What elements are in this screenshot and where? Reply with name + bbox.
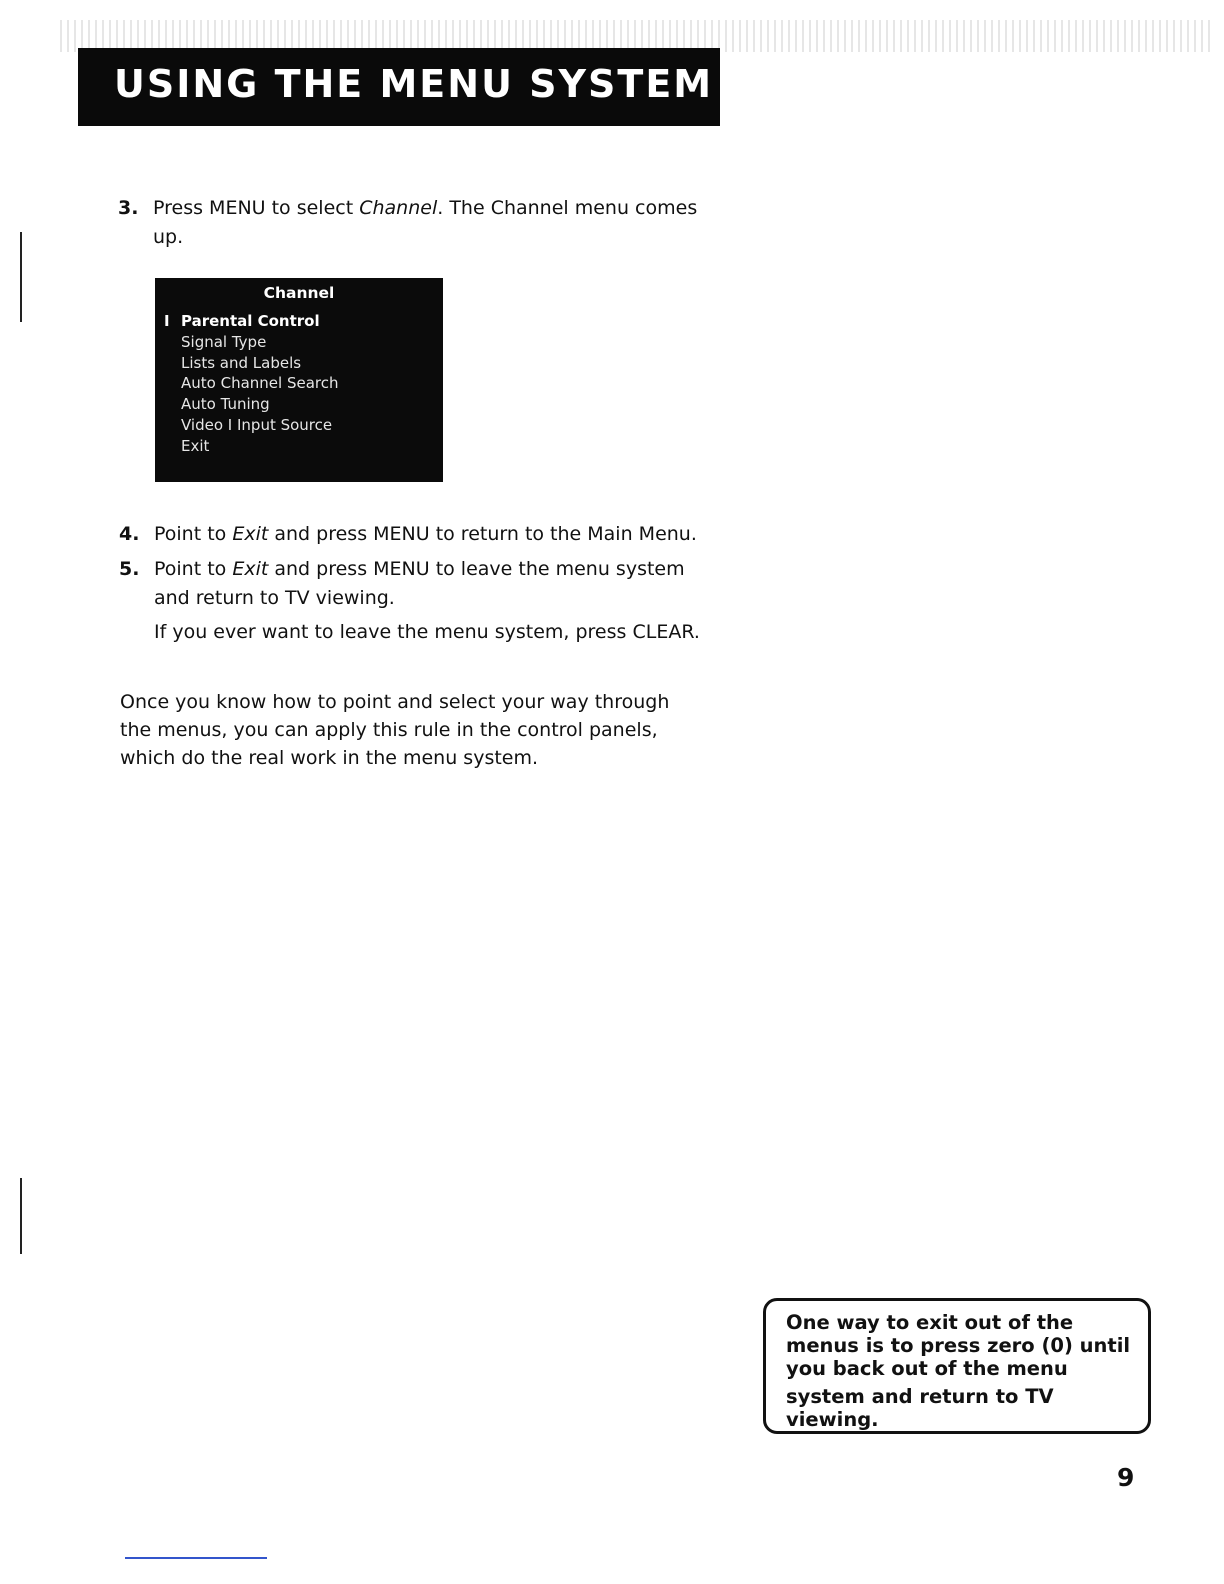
menu-item-lists-and-labels: Lists and Labels	[181, 354, 302, 372]
step-number: 3.	[118, 197, 139, 219]
step-text: Point to Exit and press MENU to return to the Main Menu.	[154, 523, 697, 545]
page-title: USING THE MENU SYSTEM	[114, 62, 714, 106]
menu-item-video-input-source: Video I Input Source	[181, 416, 333, 434]
tip-line: menus is to press zero (0) until	[786, 1334, 1131, 1357]
menu-item-auto-channel-search: Auto Channel Search	[181, 374, 339, 392]
footer-rule	[125, 1557, 267, 1559]
tip-text	[786, 1311, 1130, 1431]
step-4	[119, 520, 739, 550]
binding-mark	[20, 1178, 22, 1254]
page-number: 9	[1117, 1463, 1135, 1492]
step-text: Press MENU to select Channel. The Channel menu comes	[153, 197, 698, 219]
menu-pointer: I	[164, 312, 170, 330]
tip-line: viewing.	[786, 1408, 879, 1431]
tip-box	[763, 1298, 1151, 1434]
step-text: Point to Exit and press MENU to leave the menu system	[154, 558, 685, 580]
binding-mark	[20, 232, 22, 322]
menu-item-exit: Exit	[181, 437, 210, 455]
paragraph-line: Once you know how to point and select your way through	[120, 691, 670, 713]
menu-title: Channel	[263, 284, 335, 302]
channel-menu-screen	[155, 278, 443, 482]
step-number: 5.	[119, 558, 140, 580]
step-3	[118, 194, 738, 254]
paragraph-line: which do the real work in the menu system.	[120, 747, 539, 769]
step-note: If you ever want to leave the menu system, press CLEAR.	[154, 621, 700, 643]
step-5	[119, 555, 739, 650]
menu-item-auto-tuning: Auto Tuning	[181, 395, 270, 413]
paragraph-line: the menus, you can apply this rule in the control panels,	[120, 719, 658, 741]
menu-item-signal-type: Signal Type	[181, 333, 267, 351]
menu-item-parental-control: Parental Control	[181, 312, 320, 330]
tip-line: One way to exit out of the	[786, 1311, 1074, 1334]
step-number: 4.	[119, 523, 140, 545]
tip-line: you back out of the menu	[786, 1357, 1068, 1380]
step-text-continued: and return to TV viewing.	[154, 587, 395, 609]
tip-line: system and return to TV	[786, 1385, 1054, 1408]
step-text-continued: up.	[153, 226, 184, 248]
body-paragraph	[120, 688, 669, 772]
